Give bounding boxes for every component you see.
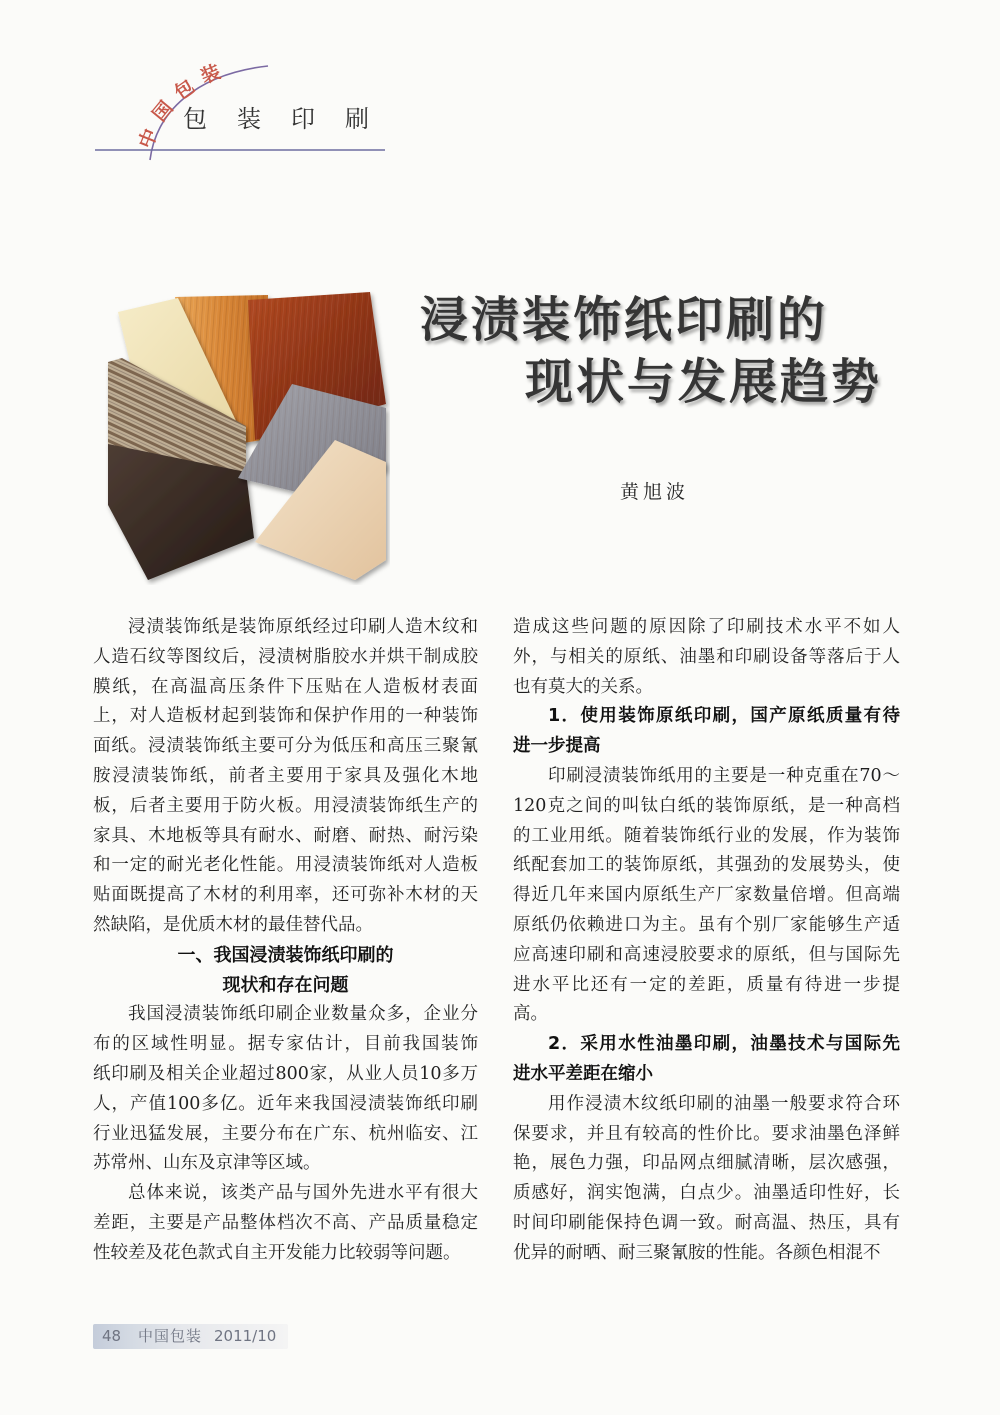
- text-line: 一、我国浸渍装饰纸印刷的: [177, 944, 394, 966]
- brand-arc-text: 中国包装: [134, 57, 233, 152]
- text-line: 行业迅猛发展，主要分布在广东、杭州临安、江: [93, 1123, 478, 1144]
- text-line: 和一定的耐光老化性能。用浸渍装饰纸对人造板: [93, 855, 478, 876]
- text-line: 2．采用水性油墨印刷，油墨技术与国际先: [548, 1034, 900, 1055]
- text-line: 应高速印刷和高速浸胶要求的原纸，但与国际先: [513, 944, 900, 965]
- text-line: 人，产值100多亿。近年来我国浸渍装饰纸印刷: [93, 1093, 478, 1114]
- text-line: 上，对人造板材起到装饰和保护作用的一种装饰: [93, 706, 478, 727]
- text-line: 原纸仍依赖进口为主。虽有个别厂家能够生产适: [513, 914, 900, 935]
- text-line: 浸渍装饰纸是装饰原纸经过印刷人造木纹和: [128, 617, 478, 637]
- text-line: 膜纸，在高温高压条件下压贴在人造板材表面: [93, 676, 478, 697]
- masthead-graphic: [0, 0, 400, 170]
- text-line: 进水平差距在缩小: [513, 1063, 653, 1084]
- text-line: 布的区域性明显。据专家估计，目前我国装饰: [93, 1034, 478, 1055]
- right-text-column: [513, 613, 900, 1269]
- text-line: 纸印刷及相关企业超过800家，从业人员10多万: [93, 1063, 478, 1084]
- text-line: 进水平比还有一定的差距，质量有待进一步提: [513, 974, 900, 995]
- text-line: 1．使用装饰原纸印刷，国产原纸质量有待: [548, 706, 900, 727]
- page-number: 48: [102, 1327, 122, 1345]
- text-line: 时间印刷能保持色调一致。耐高温、热压，具有: [513, 1212, 900, 1233]
- paragraph: [93, 613, 478, 941]
- text-line: 外，与相关的原纸、油墨和印刷设备等落后于人: [513, 646, 900, 667]
- text-line: 板，后者主要用于防火板。用浸渍装饰纸生产的: [93, 795, 478, 816]
- text-line: 然缺陷，是优质木材的最佳替代品。: [93, 914, 373, 935]
- text-line: 人造石纹等图纹后，浸渍树脂胶水并烘干制成胶: [93, 646, 478, 667]
- text-line: 贴面既提高了木材的利用率，还可弥补木材的天: [93, 885, 478, 906]
- text-line: 进一步提高: [513, 736, 601, 757]
- text-line: 优异的耐晒、耐三聚氰胺的性能。各颜色相混不: [513, 1242, 881, 1263]
- text-line: 印刷浸渍装饰纸用的主要是一种克重在70～: [548, 765, 900, 786]
- left-text-column: [93, 613, 478, 1269]
- paragraph: [513, 1090, 900, 1269]
- text-line: 现状和存在问题: [222, 974, 349, 996]
- wood-samples-picture: [100, 288, 390, 585]
- text-line: 面纸。浸渍装饰纸主要可分为低压和高压三聚氰: [93, 736, 478, 757]
- text-line: 艳，展色力强，印品网点细腻清晰，层次感强，: [513, 1153, 900, 1174]
- text-line: 我国浸渍装饰纸印刷企业数量众多，企业分: [128, 1004, 478, 1025]
- footer-magazine-name: 中国包装: [138, 1327, 203, 1345]
- text-line: 造成这些问题的原因除了印刷技术水平不如人: [513, 617, 900, 637]
- text-line: 胺浸渍装饰纸，前者主要用于家具及强化木地: [93, 765, 478, 786]
- section-heading: [513, 702, 900, 762]
- article-title-line-2: 现状与发展趋势: [525, 354, 883, 410]
- text-line: 家具、木地板等具有耐水、耐磨、耐热、耐污染: [93, 825, 478, 846]
- text-line: 保要求，并且有较高的性价比。要求油墨色泽鲜: [513, 1123, 900, 1144]
- text-line: 总体来说，该类产品与国外先进水平有很大: [128, 1183, 478, 1204]
- section-title: 包装印刷: [183, 105, 399, 133]
- text-line: 高。: [513, 1004, 548, 1025]
- article-author: 黄旭波: [620, 481, 690, 503]
- text-line: 纸配套加工的装饰原纸，其强劲的发展势头，使: [513, 855, 900, 876]
- paragraph: [93, 1000, 478, 1179]
- paragraph: [513, 762, 900, 1030]
- article-title-line-1: 浸渍装饰纸印刷的: [420, 292, 829, 348]
- footer-issue: 2011/10: [214, 1327, 277, 1345]
- text-line: 的工业用纸。随着装饰纸行业的发展，作为装饰: [513, 825, 900, 846]
- paragraph: [513, 613, 900, 702]
- section-heading: [93, 941, 478, 1001]
- text-line: 差距，主要是产品整体档次不高、产品质量稳定: [93, 1212, 478, 1233]
- text-line: 也有莫大的关系。: [513, 676, 653, 697]
- text-line: 120克之间的叫钛白纸的装饰原纸，是一种高档: [513, 795, 900, 816]
- text-line: 苏常州、山东及京津等区域。: [93, 1153, 321, 1174]
- text-line: 得近几年来国内原纸生产厂家数量倍增。但高端: [513, 885, 900, 906]
- text-line: 质感好，润实饱满，白点少。油墨适印性好，长: [513, 1183, 900, 1204]
- paragraph: [93, 1179, 478, 1268]
- section-heading: [513, 1030, 900, 1090]
- text-line: 性较差及花色款式自主开发能力比较弱等问题。: [93, 1242, 461, 1263]
- text-line: 用作浸渍木纹纸印刷的油墨一般要求符合环: [548, 1093, 900, 1114]
